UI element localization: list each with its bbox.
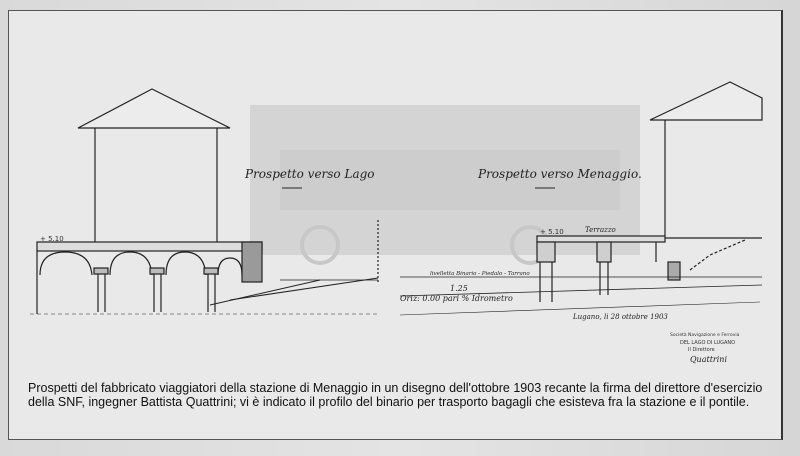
right-roof [650, 82, 762, 120]
left-roof [78, 89, 230, 128]
level-left-label: + 5.10 [40, 235, 64, 243]
rail-label: livelletta Binario - Piedalo - Tarrano [430, 271, 530, 277]
slope-value: 1.25 [450, 284, 468, 293]
datum-label: Oriz: 0.00 pari % Idrometro [400, 294, 513, 303]
stamp-line1: Società Navigazione e Ferrovia [670, 333, 740, 338]
right-deck [537, 236, 665, 242]
title-right: Prospetto verso Menaggio. [478, 167, 642, 181]
left-deck [37, 242, 262, 251]
level-right-label: + 5.10 [540, 228, 564, 236]
stamp-line3: Il Direttore [688, 347, 715, 353]
caption-text: Prospetti del fabbricato viaggiatori della stazione di Menaggio in un disegno dell'ottobre 1903 recante la firma del direttore d'esercizio della SNF, ingegner Battista Quattrini; vi è indicato il profilo del binario per trasporto bagagli che esisteva fra la stazione e il pontile. [28, 381, 763, 409]
left-hatched-wall [242, 242, 262, 282]
signature: Quattrini [690, 355, 728, 364]
title-left: Prospetto verso Lago [245, 167, 375, 181]
caption [28, 381, 768, 409]
terrace-label: Terrazzo [585, 226, 616, 234]
stamp-line2: DEL LAGO DI LUGANO [680, 340, 736, 346]
date-signature: Lugano, li 28 ottobre 1903 [573, 313, 668, 321]
